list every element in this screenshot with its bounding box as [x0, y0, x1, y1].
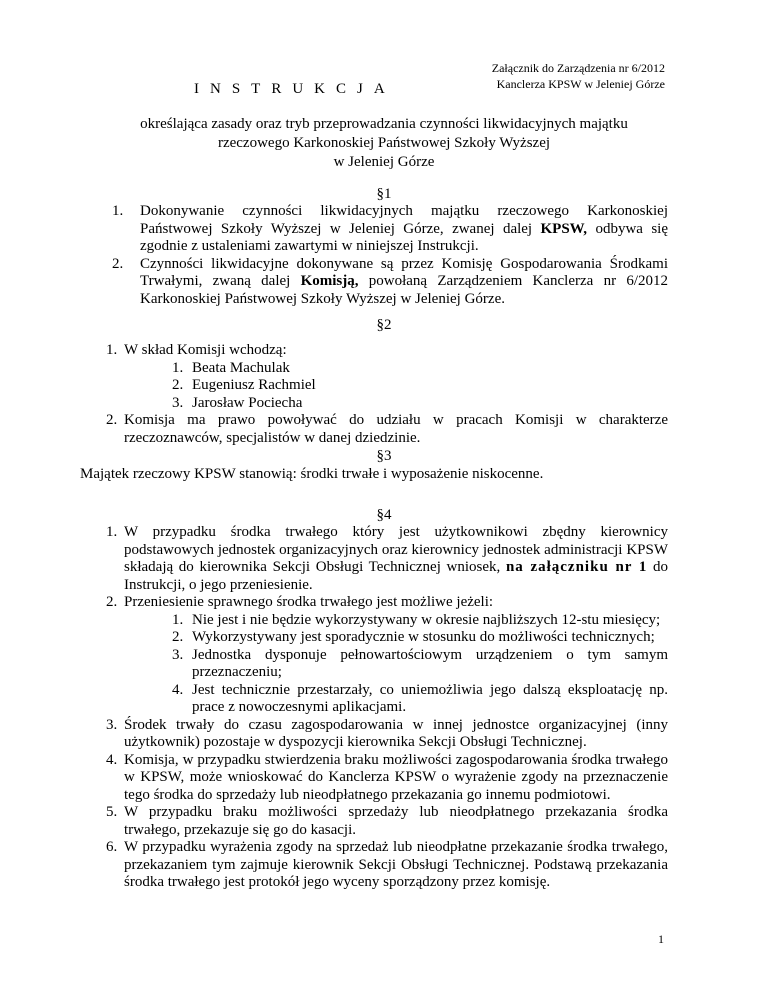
- attachment-note: [492, 60, 665, 92]
- subtitle-line-1: określająca zasady oraz tryb przeprowadzania czynności likwidacyjnych majątku: [140, 116, 628, 132]
- section-2-heading: §2: [376, 317, 392, 333]
- section-3-heading: §3: [376, 448, 392, 464]
- item-text: W przypadku wyrażenia zgody na sprzedaż lub nieodpłatne przekazanie środka trwałego, przekazaniem tym zajmuje kierownik Sekcji Obsługi Technicznej. Podstawą przekazania środka trwałego jest protokół jego wyceny sporządzony przez komisję.: [124, 839, 668, 890]
- item-text: Środek trwały do czasu zagospodarowania w innej jednostce organizacyjnej (inny użytkownik) pozostaje w dyspozycji kierownika Sekcji Obsługi Technicznej.: [124, 716, 668, 750]
- item-number: 2.: [106, 412, 118, 428]
- conditions-list: [124, 612, 668, 717]
- condition-text: Wykorzystywany jest sporadycznie w stosunku do możliwości technicznych;: [192, 629, 655, 645]
- members-list: [124, 360, 668, 413]
- section-1-item: [100, 203, 668, 256]
- member-number: 3.: [172, 394, 184, 411]
- item-text-end: powołaną Zarządzeniem Kanclerza nr 6/2012 Karkonoskiej Państwowej Szkoły Wyższej w Jeleniej Górze.: [140, 273, 668, 307]
- condition-item: [124, 629, 668, 647]
- item-number: 4.: [106, 751, 118, 768]
- member-item: [124, 377, 668, 395]
- item-number: 1.: [112, 203, 124, 219]
- item-text: W przypadku braku możliwości sprzedaży lub nieodpłatnego przekazania środka trwałego, przekazuje się go do kasacji.: [124, 804, 668, 838]
- member-number: 2.: [172, 377, 184, 393]
- member-item: [124, 360, 668, 378]
- section-4-item: [100, 717, 668, 752]
- item-text: W przypadku środka trwałego który jest użytkownikowi zbędny kierownicy podstawowych jednostek organizacyjnych oraz kierownicy jednostek administracji KPSW składają do kierownika Sekcji Obsługi Technicznej wniosek,: [124, 524, 668, 575]
- item-text-end: do Instrukcji, o jego przeniesienie.: [124, 559, 669, 593]
- section-4-item: [100, 524, 668, 594]
- item-text: Czynności likwidacyjne dokonywane są przez Komisję Gospodarowania Środkami Trwałymi, zwaną dalej: [140, 255, 668, 289]
- attachment-line-2: Kanclerza KPSW w Jeleniej Górze: [496, 77, 665, 91]
- member-number: 1.: [172, 359, 184, 376]
- section-1-item: [100, 256, 668, 309]
- item-bold: na załączniku nr 1: [505, 559, 648, 575]
- member-name: Beata Machulak: [192, 359, 290, 376]
- document-subtitle: [100, 115, 668, 172]
- subtitle-line-3: w Jeleniej Górze: [333, 154, 435, 170]
- item-text-end: odbywa się zgodnie z ustaleniami zawartymi w niniejszej Instrukcji.: [140, 220, 668, 254]
- subtitle-line-2: rzeczowego Karkonoskiej Państwowej Szkoły Wyższej: [217, 135, 551, 151]
- item-number: 2.: [112, 255, 124, 272]
- member-name: Eugeniusz Rachmiel: [192, 377, 316, 393]
- section-4-item: [100, 804, 668, 839]
- condition-item: [124, 647, 668, 682]
- condition-item: [124, 682, 668, 717]
- item-number: 1.: [106, 342, 118, 358]
- item-bold: KPSW,: [540, 220, 588, 237]
- condition-number: 3.: [172, 646, 184, 663]
- section-1-heading: §1: [376, 186, 392, 202]
- item-number: 6.: [106, 839, 118, 855]
- condition-text: Nie jest i nie będzie wykorzystywany w okresie najbliższych 12-stu miesięcy;: [192, 611, 661, 628]
- condition-item: [124, 612, 668, 630]
- item-number: 5.: [106, 804, 118, 820]
- document-title: INSTRUKCJA: [194, 81, 396, 97]
- item-number: 3.: [106, 716, 118, 733]
- condition-number: 4.: [172, 681, 184, 698]
- condition-text: Jednostka dysponuje pełnowartościowym urządzeniem o tym samym przeznaczeniu;: [192, 646, 668, 680]
- condition-number: 2.: [172, 629, 184, 645]
- condition-number: 1.: [172, 611, 184, 628]
- page-number: 1: [658, 932, 664, 946]
- section-3-text: Majątek rzeczowy KPSW stanowią: środki trwałe i wyposażenie niskocenne.: [80, 466, 544, 482]
- item-text: Dokonywanie czynności likwidacyjnych majątku rzeczowego Karkonoskiej Państwowej Szkoły Wyższej w Jeleniej Górze, zwanej dalej: [140, 203, 668, 237]
- section-1-list: [100, 203, 668, 308]
- attachment-line-1: Załącznik do Zarządzenia nr 6/2012: [491, 61, 665, 75]
- section-4-item: [100, 752, 668, 805]
- section-4-heading: §4: [376, 507, 392, 523]
- section-4-item: [100, 594, 668, 717]
- item-bold: Komisją,: [300, 273, 359, 289]
- item-text: W skład Komisji wchodzą:: [124, 342, 287, 358]
- item-text: Komisja, w przypadku stwierdzenia braku możliwości zagospodarowania środka trwałego w KPSW, może wnioskować do Kanclerza KPSW o wyrażenie zgody na przeznaczenie tego środka do sprzedaży lub nieodpłatnego przekazania go innemu podmiotowi.: [124, 751, 668, 803]
- item-number: 2.: [106, 594, 118, 610]
- member-item: [124, 395, 668, 413]
- member-name: Jarosław Pociecha: [192, 394, 303, 411]
- condition-text: Jest technicznie przestarzały, co uniemożliwia jego dalszą eksploatację np. prace z nowoczesnymi aplikacjami.: [192, 681, 668, 715]
- section-4-list: [100, 524, 668, 892]
- item-text: Przeniesienie sprawnego środka trwałego jest możliwe jeżeli:: [124, 594, 494, 610]
- section-4-item: [100, 839, 668, 892]
- item-text: Komisja ma prawo powoływać do udziału w pracach Komisji w charakterze rzeczoznawców, specjalistów w danej dziedzinie.: [124, 412, 668, 446]
- section-2-item: [100, 412, 668, 447]
- section-2-item: [100, 342, 668, 412]
- section-2-list: [100, 342, 668, 447]
- item-number: 1.: [106, 524, 118, 540]
